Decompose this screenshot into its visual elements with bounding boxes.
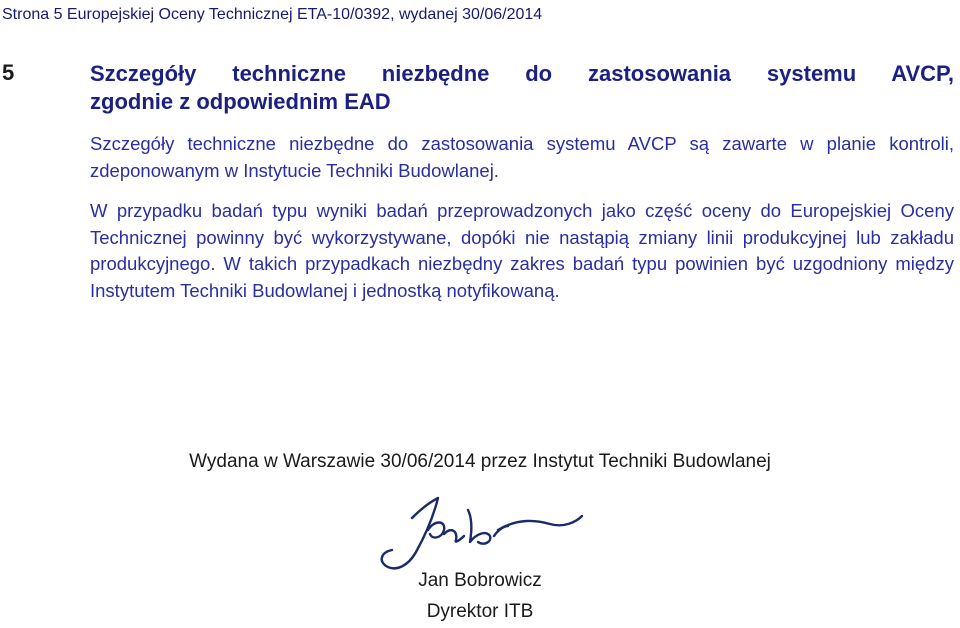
signer-name: Jan Bobrowicz — [418, 570, 542, 591]
handwritten-signature — [368, 490, 588, 578]
signer-role: Dyrektor ITB — [426, 601, 534, 622]
section-title-line-1: Szczegóły techniczne niezbędne do zastosowania systemu AVCP, — [90, 61, 954, 86]
section-number: 5 — [2, 60, 15, 85]
page-header: Strona 5 Europejskiej Oceny Technicznej ETA-10/0392, wydanej 30/06/2014 — [2, 6, 543, 23]
section-title — [90, 60, 954, 116]
paragraph-type-testing: W przypadku badań typu wyniki badań przeprowadzonych jako część oceny do Europejskiej Oceny Technicznej powinny być wykorzystywane, dopóki nie nastąpią zmiany linii produkcyjnej lub zakładu produkcyjnego. W takich przypadkach niezbędny zakres badań typu powinien być uzgodniony między Instytutem Techniki Budowlanej i jednostką notyfikowaną. — [90, 200, 954, 301]
issued-statement: Wydana w Warszawie 30/06/2014 przez Instytut Techniki Budowlanej — [189, 451, 771, 472]
paragraph-avcp-details: Szczegóły techniczne niezbędne do zastosowania systemu AVCP są zawarte w planie kontroli, zdeponowanym w Instytucie Techniki Budowlanej. — [90, 133, 954, 181]
section-title-line-2: zgodnie z odpowiednim EAD — [90, 89, 391, 114]
